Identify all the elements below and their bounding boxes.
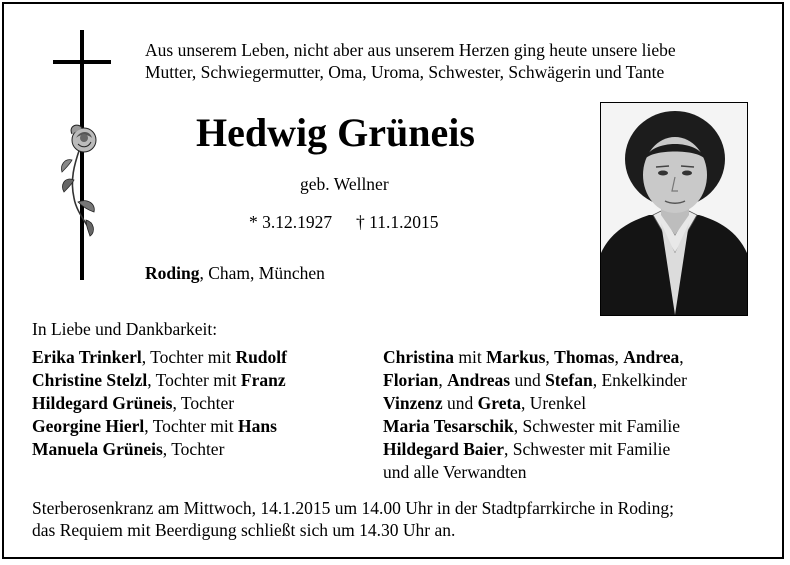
mourner-partner: Franz	[240, 370, 286, 390]
mourner-relation: , Tochter mit	[144, 416, 238, 436]
mourner-joiner: und	[510, 370, 546, 390]
mourner-name: Andrea	[623, 347, 680, 367]
mourner-relation: , Schwester mit Familie	[513, 416, 681, 436]
mourner-right-6: und alle Verwandten	[383, 462, 527, 482]
mourners-heading: In Liebe und Dankbarkeit:	[32, 319, 218, 339]
cross-with-rose-icon	[50, 30, 116, 282]
mourner-left-2	[32, 370, 286, 390]
service-line-1: Sterberosenkranz am Mittwoch, 14.1.2015 um 14.00 Uhr in der Stadtpfarrkirche in Roding;	[32, 498, 675, 518]
place-main: Roding	[145, 263, 200, 283]
mourner-right-5	[383, 439, 670, 459]
mourner-right-1	[383, 347, 684, 367]
mourner-joiner: ,	[438, 370, 448, 390]
mourner-name: Andreas	[447, 370, 511, 390]
mourner-relation: , Tochter	[162, 439, 225, 459]
service-line-2: das Requiem mit Beerdigung schließt sich um 14.30 Uhr an.	[32, 520, 456, 540]
mourner-right-2	[383, 370, 687, 390]
mourner-name: Manuela Grüneis	[32, 439, 163, 459]
mourner-joiner: ,	[545, 347, 555, 367]
intro-line-2: Mutter, Schwiegermutter, Oma, Uroma, Schwester, Schwägerin und Tante	[145, 62, 665, 82]
places	[145, 263, 325, 283]
mourner-joiner: ,	[614, 347, 624, 367]
mourner-name: Greta	[477, 393, 522, 413]
mourner-name: Christine Stelzl	[32, 370, 148, 390]
birth-date: * 3.12.1927	[249, 212, 333, 232]
intro-line-1: Aus unserem Leben, nicht aber aus unserem Herzen ging heute unsere liebe	[145, 40, 676, 60]
places-rest: , Cham, München	[199, 263, 325, 283]
mourner-partner: Hans	[237, 416, 277, 436]
mourner-left-4	[32, 416, 277, 436]
mourner-relation: , Tochter mit	[141, 347, 236, 367]
mourner-right-3	[383, 393, 586, 413]
portrait-icon	[601, 103, 747, 315]
mourner-relation: , Urenkel	[521, 393, 587, 413]
mourner-left-1	[32, 347, 287, 367]
mourner-relation: , Tochter mit	[147, 370, 241, 390]
mourner-left-3	[32, 393, 234, 413]
mourner-joiner: mit	[453, 347, 487, 367]
mourner-name: Vinzenz	[383, 393, 443, 413]
mourner-name: Hildegard Grüneis	[32, 393, 173, 413]
mourner-name: Markus	[486, 347, 546, 367]
mourner-joiner: ,	[679, 347, 684, 367]
mourner-name: Thomas	[554, 347, 615, 367]
portrait-photo	[600, 102, 748, 316]
death-date: † 11.1.2015	[356, 212, 439, 232]
birth-name: geb. Wellner	[300, 174, 389, 194]
mourner-name: Maria Tesarschik	[383, 416, 514, 436]
obituary-card	[2, 2, 784, 559]
mourner-name: Florian	[383, 370, 439, 390]
mourner-relation: , Tochter	[172, 393, 235, 413]
mourner-name: Hildegard Baier	[383, 439, 505, 459]
mourner-right-4	[383, 416, 680, 436]
mourner-name: Stefan	[545, 370, 593, 390]
deceased-name: Hedwig Grüneis	[196, 110, 475, 155]
mourner-name: Christina	[383, 347, 454, 367]
mourner-joiner: und	[442, 393, 478, 413]
mourner-name: Erika Trinkerl	[32, 347, 142, 367]
mourner-relation: , Enkelkinder	[592, 370, 687, 390]
mourner-partner: Rudolf	[235, 347, 287, 367]
mourner-left-5	[32, 439, 224, 459]
mourner-relation: , Schwester mit Familie	[504, 439, 671, 459]
mourner-name: Georgine Hierl	[32, 416, 145, 436]
